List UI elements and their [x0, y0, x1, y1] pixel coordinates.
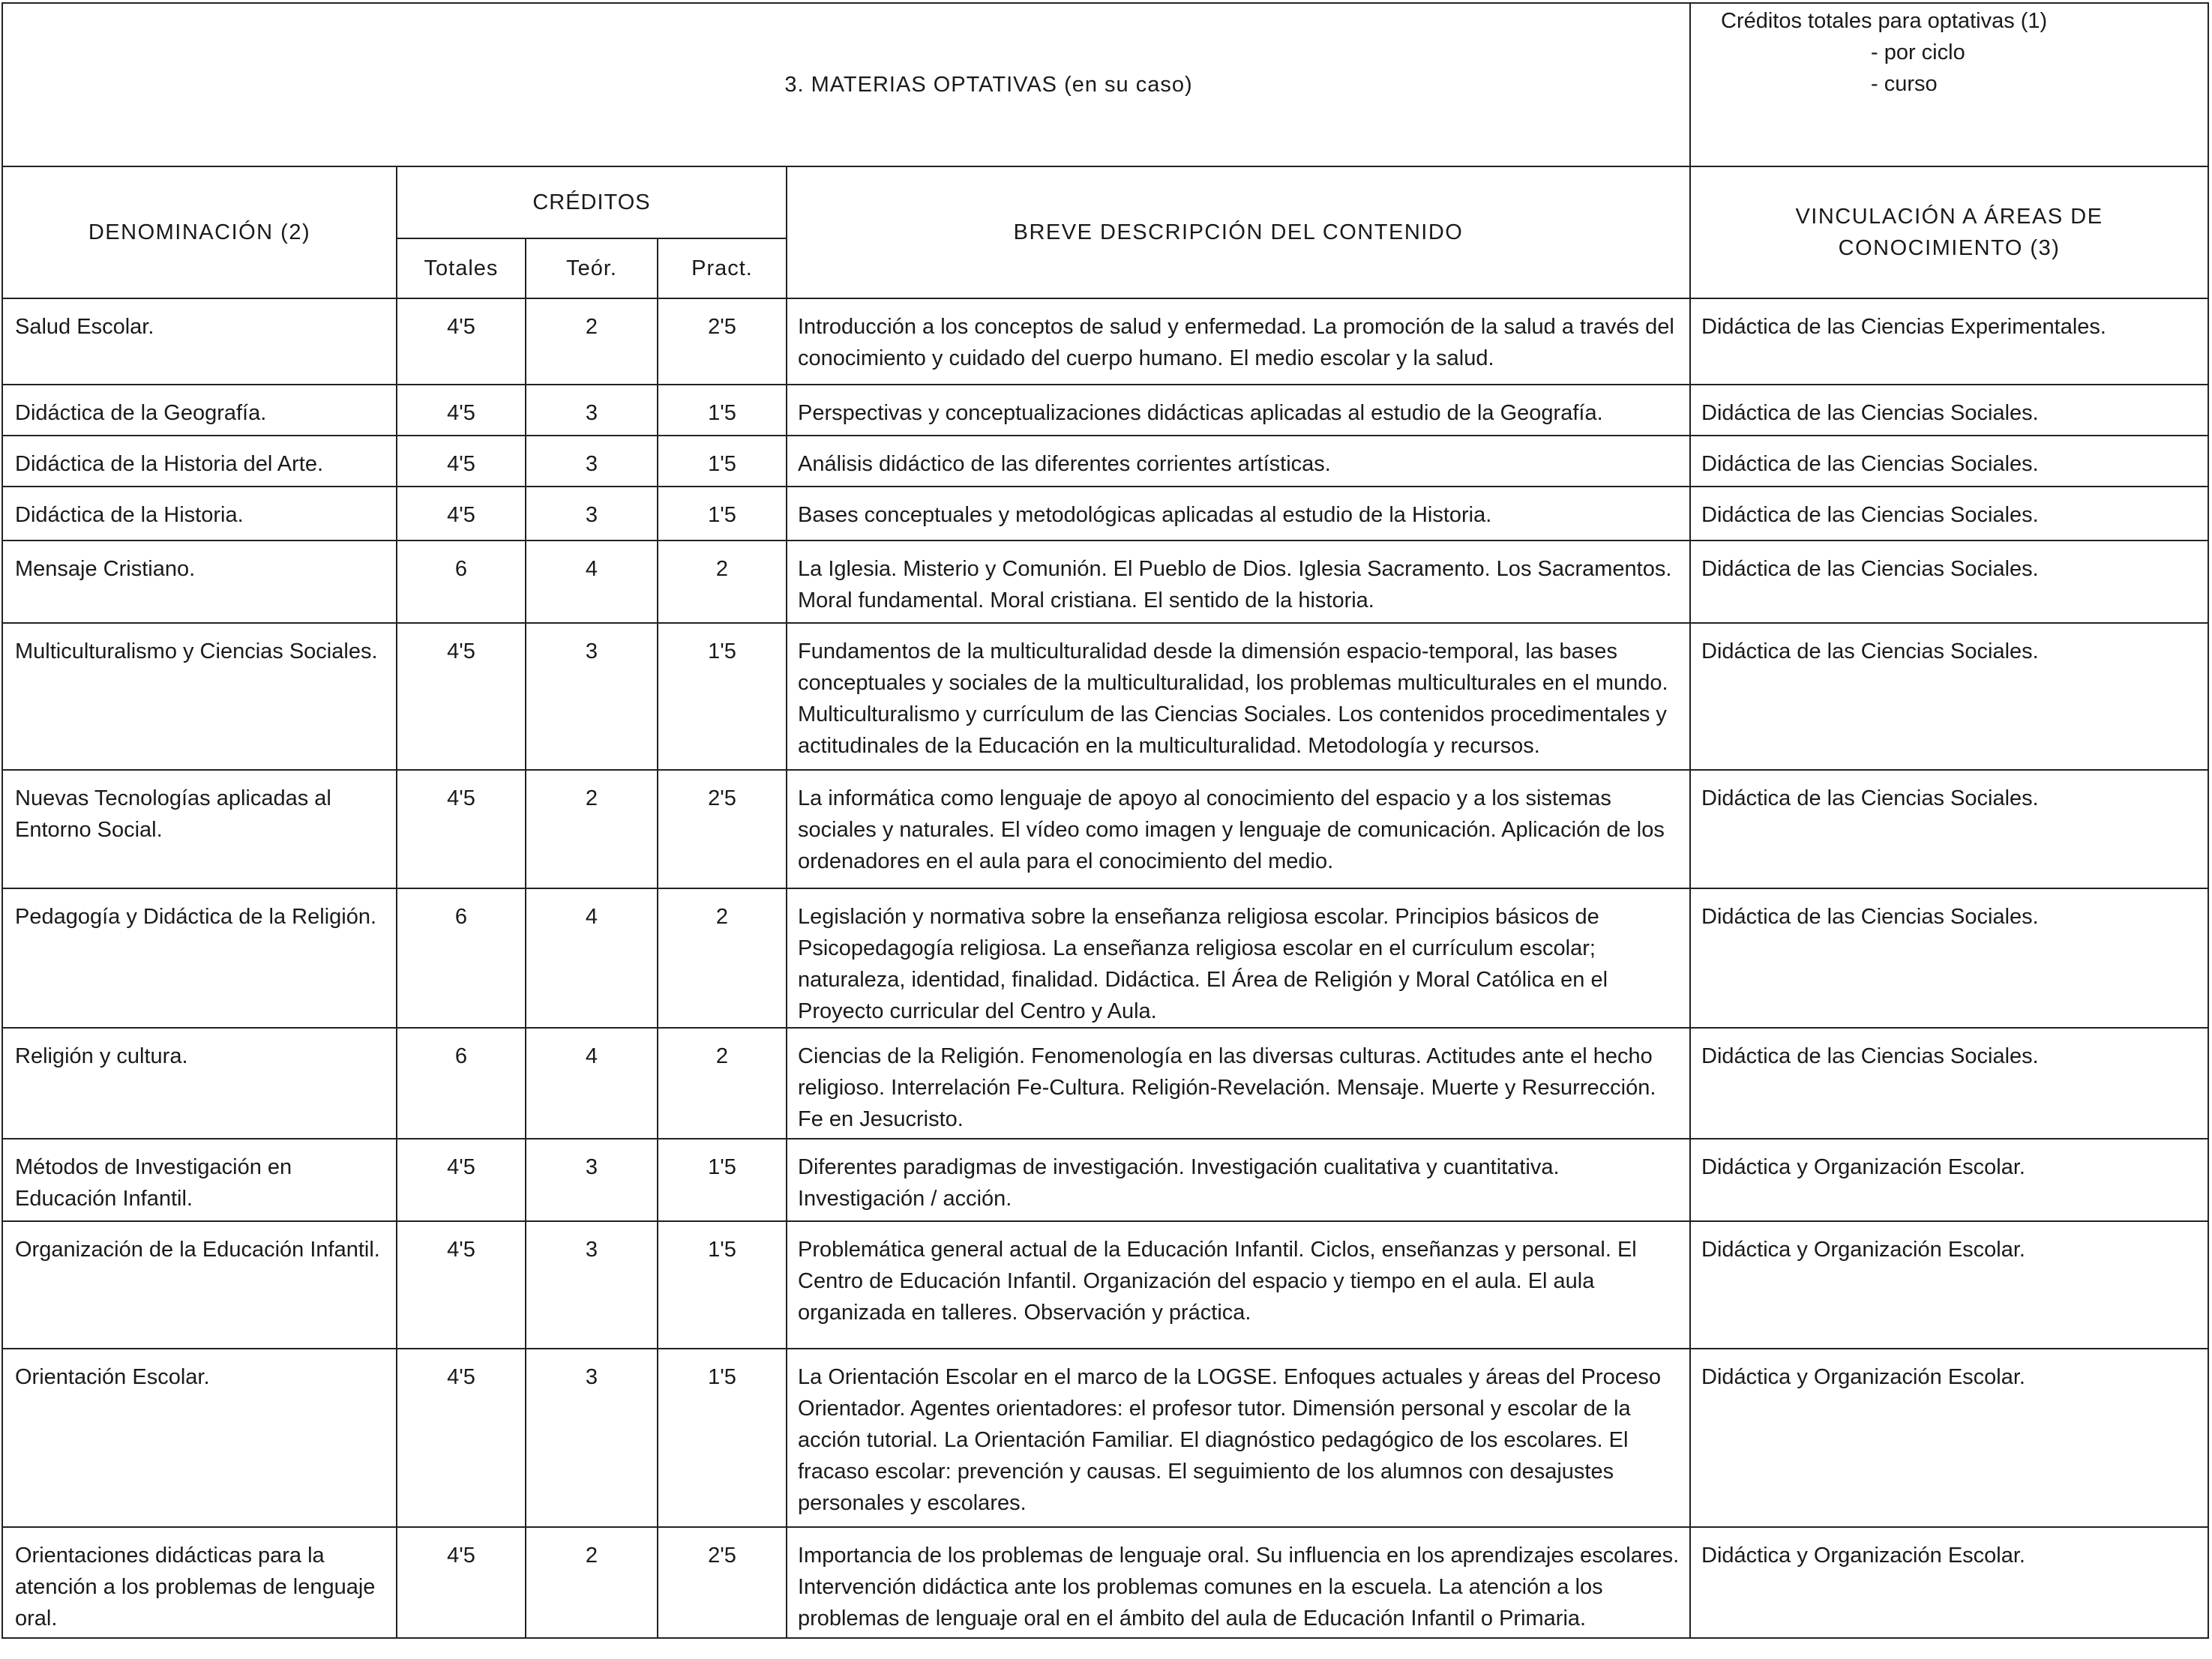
knowledge-area: Didáctica de las Ciencias Sociales. [1690, 541, 2208, 623]
knowledge-area: Didáctica de las Ciencias Sociales. [1690, 623, 2208, 770]
knowledge-area: Didáctica de las Ciencias Sociales. [1690, 888, 2208, 1028]
subject-name: Orientaciones didácticas para la atención a los problemas de lenguaje oral. [2, 1527, 397, 1638]
col-header-totales: Totales [397, 238, 526, 298]
credit-totals-box [1690, 3, 2208, 166]
col-header-creditos: CRÉDITOS [397, 166, 787, 238]
credits-practice: 2'5 [658, 1527, 787, 1638]
credits-theory: 3 [526, 436, 658, 487]
table-row [2, 888, 2208, 1028]
subject-name: Pedagogía y Didáctica de la Religión. [2, 888, 397, 1028]
per-course-label: - curso [1871, 72, 1938, 96]
credits-theory: 2 [526, 770, 658, 888]
content-description: Diferentes paradigmas de investigación. Investigación cualitativa y cuantitativa. Investigación / acción. [787, 1139, 1690, 1221]
credits-theory: 3 [526, 1221, 658, 1349]
credits-practice: 1'5 [658, 385, 787, 436]
subject-name: Didáctica de la Historia del Arte. [2, 436, 397, 487]
knowledge-area: Didáctica y Organización Escolar. [1690, 1139, 2208, 1221]
knowledge-area: Didáctica y Organización Escolar. [1690, 1221, 2208, 1349]
subject-name: Nuevas Tecnologías aplicadas al Entorno Social. [2, 770, 397, 888]
content-description: Problemática general actual de la Educación Infantil. Ciclos, enseñanzas y personal. El Centro de Educación Infantil. Organización del espacio y tiempo en el aula. El aula organizada en talleres. Observación y práctica. [787, 1221, 1690, 1349]
credits-theory: 4 [526, 541, 658, 623]
credits-practice: 1'5 [658, 487, 787, 541]
table-row [2, 385, 2208, 436]
content-description: Introducción a los conceptos de salud y enfermedad. La promoción de la salud a través del conocimiento y cuidado del cuerpo humano. El medio escolar y la salud. [787, 298, 1690, 385]
credits-total: 4'5 [397, 436, 526, 487]
subject-name: Organización de la Educación Infantil. [2, 1221, 397, 1349]
subject-name: Didáctica de la Geografía. [2, 385, 397, 436]
credits-theory: 3 [526, 1349, 658, 1527]
table-row [2, 1221, 2208, 1349]
subject-name: Orientación Escolar. [2, 1349, 397, 1527]
credits-practice: 2 [658, 1028, 787, 1139]
credits-theory: 2 [526, 1527, 658, 1638]
section-title: 3. MATERIAS OPTATIVAS (en su caso) [2, 3, 1690, 166]
subject-name: Multiculturalismo y Ciencias Sociales. [2, 623, 397, 770]
optativas-table [1, 2, 2209, 1639]
col-header-vinculacion [1690, 166, 2208, 298]
credits-total: 4'5 [397, 487, 526, 541]
content-description: Importancia de los problemas de lenguaje oral. Su influencia en los aprendizajes escolares. Intervención didáctica ante los problemas comunes en la escuela. La atención a los problemas de lenguaje oral en el ámbito del aula de Educación Infantil o Primaria. [787, 1527, 1690, 1638]
col-header-descripcion: BREVE DESCRIPCIÓN DEL CONTENIDO [787, 166, 1690, 298]
table-row [2, 487, 2208, 541]
table-row [2, 623, 2208, 770]
knowledge-area: Didáctica de las Ciencias Sociales. [1690, 770, 2208, 888]
credit-totals-label: Créditos totales para optativas (1) [1721, 9, 2048, 33]
subject-name: Didáctica de la Historia. [2, 487, 397, 541]
col-header-teor: Teór. [526, 238, 658, 298]
credits-theory: 3 [526, 385, 658, 436]
credits-total: 4'5 [397, 1527, 526, 1638]
credits-practice: 1'5 [658, 1221, 787, 1349]
subject-name: Métodos de Investigación en Educación Infantil. [2, 1139, 397, 1221]
credits-theory: 3 [526, 487, 658, 541]
subject-name: Religión y cultura. [2, 1028, 397, 1139]
credits-total: 4'5 [397, 1221, 526, 1349]
credits-theory: 3 [526, 1139, 658, 1221]
credits-total: 4'5 [397, 385, 526, 436]
credits-total: 6 [397, 541, 526, 623]
content-description: Análisis didáctico de las diferentes corrientes artísticas. [787, 436, 1690, 487]
table-row [2, 298, 2208, 385]
knowledge-area: Didáctica de las Ciencias Experimentales. [1690, 298, 2208, 385]
table-row [2, 770, 2208, 888]
knowledge-area: Didáctica y Organización Escolar. [1690, 1527, 2208, 1638]
table-row [2, 541, 2208, 623]
credits-theory: 3 [526, 623, 658, 770]
credits-practice: 1'5 [658, 1139, 787, 1221]
content-description: Ciencias de la Religión. Fenomenología en las diversas culturas. Actitudes ante el hecho religioso. Interrelación Fe-Cultura. Religión-Revelación. Mensaje. Muerte y Resurrección. Fe en Jesucristo. [787, 1028, 1690, 1139]
vinculacion-line-1: VINCULACIÓN A ÁREAS DE [1795, 205, 2103, 229]
credits-practice: 2 [658, 541, 787, 623]
col-header-pract: Pract. [658, 238, 787, 298]
table-row [2, 1028, 2208, 1139]
credits-total: 6 [397, 1028, 526, 1139]
content-description: La informática como lenguaje de apoyo al conocimiento del espacio y a los sistemas sociales y naturales. El vídeo como imagen y lenguaje de comunicación. Aplicación de los ordenadores en el aula para el conocimiento del medio. [787, 770, 1690, 888]
subject-name: Salud Escolar. [2, 298, 397, 385]
credits-practice: 2'5 [658, 298, 787, 385]
credits-total: 4'5 [397, 298, 526, 385]
credits-theory: 4 [526, 1028, 658, 1139]
col-header-denominacion: DENOMINACIÓN (2) [2, 166, 397, 298]
per-cycle-label: - por ciclo [1871, 40, 1965, 64]
credits-total: 4'5 [397, 623, 526, 770]
content-description: Bases conceptuales y metodológicas aplicadas al estudio de la Historia. [787, 487, 1690, 541]
credits-practice: 1'5 [658, 623, 787, 770]
knowledge-area: Didáctica de las Ciencias Sociales. [1690, 385, 2208, 436]
credits-total: 4'5 [397, 770, 526, 888]
subject-name: Mensaje Cristiano. [2, 541, 397, 623]
credits-total: 4'5 [397, 1349, 526, 1527]
knowledge-area: Didáctica de las Ciencias Sociales. [1690, 1028, 2208, 1139]
credits-total: 6 [397, 888, 526, 1028]
credits-practice: 2'5 [658, 770, 787, 888]
content-description: Perspectivas y conceptualizaciones didácticas aplicadas al estudio de la Geografía. [787, 385, 1690, 436]
vinculacion-line-2: CONOCIMIENTO (3) [1838, 236, 2061, 260]
credits-theory: 4 [526, 888, 658, 1028]
credits-practice: 1'5 [658, 436, 787, 487]
table-row [2, 436, 2208, 487]
credits-practice: 1'5 [658, 1349, 787, 1527]
credits-theory: 2 [526, 298, 658, 385]
credits-practice: 2 [658, 888, 787, 1028]
knowledge-area: Didáctica de las Ciencias Sociales. [1690, 487, 2208, 541]
content-description: La Iglesia. Misterio y Comunión. El Pueblo de Dios. Iglesia Sacramento. Los Sacramentos. Moral fundamental. Moral cristiana. El sentido de la historia. [787, 541, 1690, 623]
table-row [2, 1139, 2208, 1221]
knowledge-area: Didáctica de las Ciencias Sociales. [1690, 436, 2208, 487]
table-row [2, 1349, 2208, 1527]
content-description: La Orientación Escolar en el marco de la LOGSE. Enfoques actuales y áreas del Proceso Orientador. Agentes orientadores: el profesor tutor. Dimensión personal y escolar de la acción tutorial. La Orientación Familiar. El diagnóstico pedagógico de los escolares. El fracaso escolar: prevención y causas. El seguimiento de los alumnos con desajustes personales y escolares. [787, 1349, 1690, 1527]
table-row [2, 1527, 2208, 1638]
credits-total: 4'5 [397, 1139, 526, 1221]
knowledge-area: Didáctica y Organización Escolar. [1690, 1349, 2208, 1527]
content-description: Fundamentos de la multiculturalidad desde la dimensión espacio-temporal, las bases conceptuales y sociales de la multiculturalidad, los problemas multiculturales en el mundo. Multiculturalismo y currículum de las Ciencias Sociales. Los contenidos procedimentales y actitudinales de la Educación en la multiculturalidad. Metodología y recursos. [787, 623, 1690, 770]
content-description: Legislación y normativa sobre la enseñanza religiosa escolar. Principios básicos de Psicopedagogía religiosa. La enseñanza religiosa escolar en el currículum escolar; naturaleza, identidad, finalidad. Didáctica. El Área de Religión y Moral Católica en el Proyecto curricular del Centro y Aula. [787, 888, 1690, 1028]
